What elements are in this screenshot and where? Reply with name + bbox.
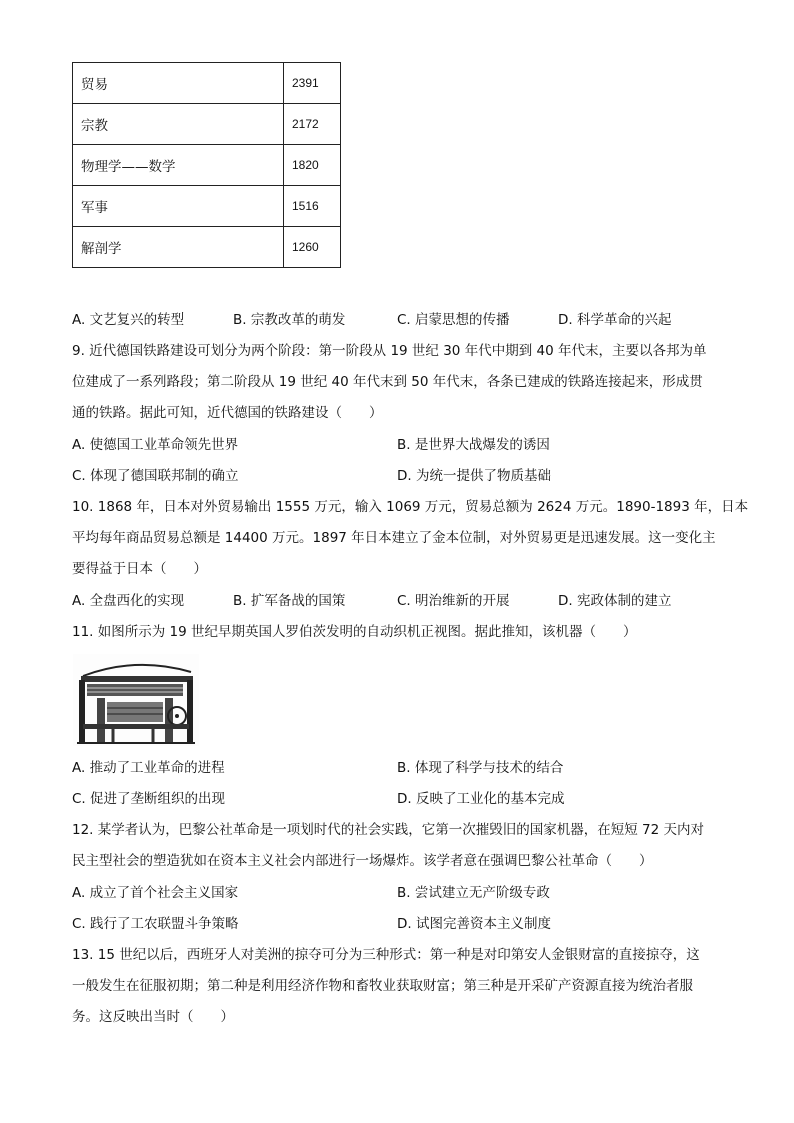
q10-stem-line: 平均每年商品贸易总额是 14400 万元。1897 年日本建立了金本位制，对外贸易更是迅速发展。这一变化主 — [72, 530, 716, 546]
q10-option-a: A. 全盘西化的实现 — [72, 593, 185, 609]
table-cell-topic: 解剖学 — [73, 227, 284, 268]
table-cell-topic: 军事 — [73, 186, 284, 227]
q11-option-b: B. 体现了科学与技术的结合 — [397, 760, 564, 776]
q12-option-c: C. 践行了工农联盟斗争策略 — [72, 916, 239, 932]
table-row — [73, 145, 341, 186]
q9-stem-line: 9. 近代德国铁路建设可划分为两个阶段：第一阶段从 19 世纪 30 年代中期到 40 年代末，主要以各邦为单 — [72, 343, 707, 359]
table-row — [73, 227, 341, 268]
q11-option-d: D. 反映了工业化的基本完成 — [397, 791, 565, 807]
q8-option-c: C. 启蒙思想的传播 — [397, 312, 510, 328]
q9-option-c: C. 体现了德国联邦制的确立 — [72, 468, 239, 484]
q10-stem-line: 10. 1868 年，日本对外贸易输出 1555 万元，输入 1069 万元，贸易总额为 2624 万元。1890-1893 年，日本 — [72, 499, 749, 515]
table-row — [73, 104, 341, 145]
q8-option-d: D. 科学革命的兴起 — [558, 312, 672, 328]
q9-option-a: A. 使德国工业革命领先世界 — [72, 437, 239, 453]
q12-option-a: A. 成立了首个社会主义国家 — [72, 885, 239, 901]
table-cell-topic: 贸易 — [73, 63, 284, 104]
q12-stem-line: 民主型社会的塑造犹如在资本主义社会内部进行一场爆炸。该学者意在强调巴黎公社革命（ ） — [72, 853, 653, 869]
q10-option-d: D. 宪政体制的建立 — [558, 593, 672, 609]
q10-option-b: B. 扩军备战的国策 — [233, 593, 346, 609]
table-cell-topic: 宗教 — [73, 104, 284, 145]
table-cell-count: 2172 — [284, 104, 341, 145]
loom-illustration — [73, 654, 199, 746]
q9-option-d: D. 为统一提供了物质基础 — [397, 468, 551, 484]
topic-count-table — [72, 62, 341, 268]
q10-stem-line: 要得益于日本（ ） — [72, 561, 207, 577]
table-cell-count: 2391 — [284, 63, 341, 104]
q11-option-a: A. 推动了工业革命的进程 — [72, 760, 225, 776]
q13-stem-line: 务。这反映出当时（ ） — [72, 1009, 234, 1025]
q12-option-d: D. 试图完善资本主义制度 — [397, 916, 551, 932]
q8-option-a: A. 文艺复兴的转型 — [72, 312, 185, 328]
q8-option-b: B. 宗教改革的萌发 — [233, 312, 346, 328]
table-cell-topic: 物理学——数学 — [73, 145, 284, 186]
table-row — [73, 186, 341, 227]
q9-stem-line: 通的铁路。据此可知，近代德国的铁路建设（ ） — [72, 405, 383, 421]
q9-option-b: B. 是世界大战爆发的诱因 — [397, 437, 550, 453]
q13-stem-line: 13. 15 世纪以后，西班牙人对美洲的掠夺可分为三种形式：第一种是对印第安人金银财富的直接掠夺，这 — [72, 947, 700, 963]
q12-stem-line: 12. 某学者认为，巴黎公社革命是一项划时代的社会实践，它第一次摧毁旧的国家机器，在短短 72 天内对 — [72, 822, 705, 838]
table-cell-count: 1820 — [284, 145, 341, 186]
q11-stem-line: 11. 如图所示为 19 世纪早期英国人罗伯茨发明的自动织机正视图。据此推知，该机器（ ） — [72, 624, 637, 640]
q13-stem-line: 一般发生在征服初期；第二种是利用经济作物和畜牧业获取财富；第三种是开采矿产资源直接为统治者服 — [72, 978, 693, 994]
q11-option-c: C. 促进了垄断组织的出现 — [72, 791, 226, 807]
q12-option-b: B. 尝试建立无产阶级专政 — [397, 885, 550, 901]
q9-stem-line: 位建成了一系列路段；第二阶段从 19 世纪 40 年代末到 50 年代末，各条已建成的铁路连接起来，形成贯 — [72, 374, 703, 390]
table-cell-count: 1260 — [284, 227, 341, 268]
table-row — [73, 63, 341, 104]
q10-option-c: C. 明治维新的开展 — [397, 593, 510, 609]
table-cell-count: 1516 — [284, 186, 341, 227]
